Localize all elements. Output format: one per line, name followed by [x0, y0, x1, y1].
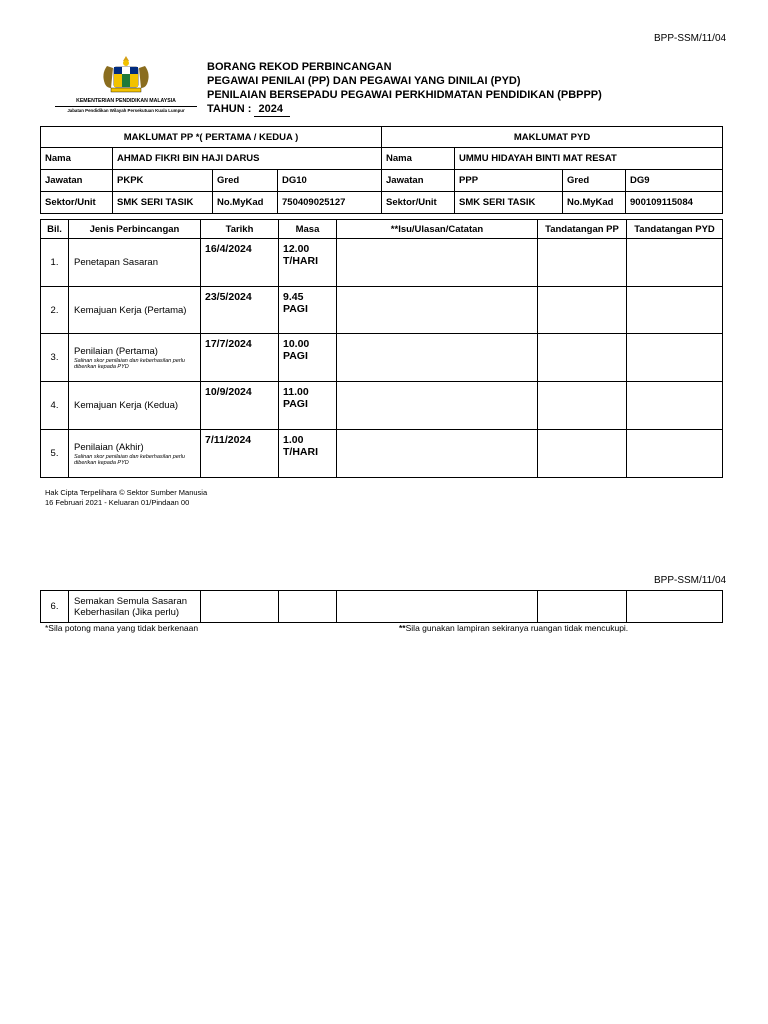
- row-bil: 2.: [41, 287, 69, 334]
- row-bil: 4.: [41, 382, 69, 430]
- row-bil: 5.: [41, 430, 69, 478]
- table-row: [41, 382, 723, 430]
- row-tarikh[interactable]: 10/9/2024: [201, 382, 279, 430]
- table-row: [41, 334, 723, 382]
- row-bil: 1.: [41, 239, 69, 287]
- row-ttd-pp-cell[interactable]: [538, 382, 627, 430]
- log-header-row: [41, 220, 723, 239]
- year-line: [207, 102, 602, 117]
- row-jenis: [69, 334, 201, 382]
- row-ttd-pyd-cell[interactable]: [627, 382, 723, 430]
- row-tarikh[interactable]: 7/11/2024: [201, 430, 279, 478]
- row-jenis-note: Salinan skor penilaian dan keberhasilan perlu diberikan kepada PYD: [74, 453, 185, 466]
- pp-nama-value[interactable]: AHMAD FIKRI BIN HAJI DARUS: [113, 148, 382, 170]
- pp-sektor-label: Sektor/Unit: [41, 192, 113, 214]
- footnote-strike: *Sila potong mana yang tidak berkenaan: [45, 623, 199, 633]
- row-isu-cell[interactable]: [337, 334, 538, 382]
- row-jenis: [69, 430, 201, 478]
- footnote-attachment: [399, 623, 628, 633]
- row-masa-period: T/HARI: [283, 255, 318, 267]
- row-jenis-label: Kemajuan Kerja (Kedua): [74, 400, 179, 411]
- col-ttd-pyd-header: Tandatangan PYD: [627, 220, 723, 239]
- row-isu-cell[interactable]: [337, 430, 538, 478]
- row-tarikh[interactable]: 23/5/2024: [201, 287, 279, 334]
- pyd-mykad-label: No.MyKad: [563, 192, 626, 214]
- row-ttd-pyd-cell[interactable]: [627, 591, 723, 623]
- pp-mykad-label: No.MyKad: [213, 192, 278, 214]
- footnote-attachment-text: Sila gunakan lampiran sekiranya ruangan tidak mencukupi.: [405, 623, 629, 633]
- row-ttd-pp-cell[interactable]: [538, 239, 627, 287]
- col-ttd-pp-header: Tandatangan PP: [538, 220, 627, 239]
- row-ttd-pp-cell[interactable]: [538, 287, 627, 334]
- pyd-sektor-value[interactable]: SMK SERI TASIK: [455, 192, 563, 214]
- row-jenis: [69, 239, 201, 287]
- row-jenis: Semakan Semula Sasaran Keberhasilan (Jika perlu): [69, 591, 201, 623]
- row-jenis: [69, 287, 201, 334]
- row-tarikh[interactable]: 16/4/2024: [201, 239, 279, 287]
- row-masa[interactable]: [279, 430, 337, 478]
- pyd-nama-value[interactable]: UMMU HIDAYAH BINTI MAT RESAT: [455, 148, 723, 170]
- row-masa-time: 1.00: [283, 434, 304, 446]
- pyd-mykad-value[interactable]: 900109115084: [626, 192, 723, 214]
- pp-jawatan-value[interactable]: PKPK: [113, 170, 213, 192]
- copyright-notice: [45, 488, 207, 508]
- title-line-1: BORANG REKOD PERBINCANGAN: [207, 61, 392, 73]
- row-masa-time: 11.00: [283, 386, 309, 398]
- col-isu-header: **Isu/Ulasan/Catatan: [337, 220, 538, 239]
- col-tarikh-header: Tarikh: [201, 220, 279, 239]
- row-bil: 3.: [41, 334, 69, 382]
- row-masa[interactable]: [279, 239, 337, 287]
- row-isu-cell[interactable]: [337, 239, 538, 287]
- page2-document-code: BPP-SSM/11/04: [654, 575, 727, 586]
- pp-mykad-value[interactable]: 750409025127: [278, 192, 382, 214]
- pyd-sektor-label: Sektor/Unit: [382, 192, 455, 214]
- pp-gred-value[interactable]: DG10: [278, 170, 382, 192]
- discussion-log-table-continued: [40, 590, 723, 623]
- pyd-jawatan-label: Jawatan: [382, 170, 455, 192]
- pp-sektor-value[interactable]: SMK SERI TASIK: [113, 192, 213, 214]
- department-name: Jabatan Pendidikan Wilayah Persekutuan Kuala Lumpur: [67, 108, 185, 113]
- row-jenis-label: Penilaian (Akhir): [74, 441, 144, 453]
- row-masa-period: T/HARI: [283, 446, 318, 458]
- document-code: BPP-SSM/11/04: [654, 33, 727, 44]
- row-masa-period: PAGI: [283, 350, 308, 362]
- table-row: [41, 287, 723, 334]
- row-masa-period: PAGI: [283, 398, 308, 410]
- pp-nama-label: Nama: [41, 148, 113, 170]
- row-ttd-pp-cell[interactable]: [538, 591, 627, 623]
- table-row: [41, 239, 723, 287]
- row-isu-cell[interactable]: [337, 591, 538, 623]
- row-bil: 6.: [41, 591, 69, 623]
- row-masa-time: 9.45: [283, 291, 304, 303]
- row-jenis: [69, 382, 201, 430]
- row-tarikh[interactable]: 17/7/2024: [201, 334, 279, 382]
- row-ttd-pyd-cell[interactable]: [627, 430, 723, 478]
- row-ttd-pp-cell[interactable]: [538, 430, 627, 478]
- row-masa-period: PAGI: [283, 303, 308, 315]
- pyd-nama-label: Nama: [382, 148, 455, 170]
- pyd-jawatan-value[interactable]: PPP: [455, 170, 563, 192]
- row-ttd-pyd-cell[interactable]: [627, 239, 723, 287]
- pp-info-heading: MAKLUMAT PP *( PERTAMA / KEDUA ): [41, 127, 382, 148]
- footnote-marker: **: [399, 623, 406, 633]
- form-title: [207, 60, 602, 117]
- row-masa[interactable]: [279, 382, 337, 430]
- row-isu-cell[interactable]: [337, 287, 538, 334]
- pp-gred-label: Gred: [213, 170, 278, 192]
- row-jenis-label: Kemajuan Kerja (Pertama): [74, 304, 187, 316]
- ministry-name: KEMENTERIAN PENDIDIKAN MALAYSIA: [76, 98, 176, 104]
- officer-info-table: [40, 126, 723, 214]
- pp-jawatan-label: Jawatan: [41, 170, 113, 192]
- row-jenis-label: Penetapan Sasaran: [74, 257, 158, 268]
- year-value[interactable]: 2024: [254, 102, 290, 117]
- ministry-logo: [55, 54, 197, 116]
- coat-of-arms-icon: [97, 54, 155, 96]
- row-masa[interactable]: [279, 334, 337, 382]
- pyd-gred-label: Gred: [563, 170, 626, 192]
- row-ttd-pyd-cell[interactable]: [627, 334, 723, 382]
- row-jenis-note: Salinan skor penilaian dan keberhasilan perlu diberikan kepada PYD: [74, 357, 185, 370]
- title-line-2: PEGAWAI PENILAI (PP) DAN PEGAWAI YANG DINILAI (PYD): [207, 75, 521, 87]
- row-masa[interactable]: [279, 591, 337, 623]
- col-jenis-header: Jenis Perbincangan: [69, 220, 201, 239]
- row-ttd-pp-cell[interactable]: [538, 334, 627, 382]
- row-masa-time: 10.00: [283, 338, 310, 350]
- title-line-3: PENILAIAN BERSEPADU PEGAWAI PERKHIDMATAN PENDIDIKAN (PBPPP): [207, 89, 602, 101]
- row-ttd-pyd-cell[interactable]: [627, 287, 723, 334]
- logo-divider: [55, 106, 197, 107]
- table-row: [41, 430, 723, 478]
- row-isu-cell[interactable]: [337, 382, 538, 430]
- row-masa[interactable]: [279, 287, 337, 334]
- copyright-line-2: 16 Februari 2021 - Keluaran 01/Pindaan 00: [45, 498, 190, 507]
- col-masa-header: Masa: [279, 220, 337, 239]
- pyd-info-heading: MAKLUMAT PYD: [382, 127, 723, 148]
- pyd-gred-value[interactable]: DG9: [626, 170, 723, 192]
- copyright-line-1: Hak Cipta Terpelihara © Sektor Sumber Manusia: [45, 488, 208, 497]
- col-bil-header: Bil.: [41, 220, 69, 239]
- row-tarikh[interactable]: [201, 591, 279, 623]
- row-masa-time: 12.00: [283, 243, 310, 255]
- row-jenis-label: Penilaian (Pertama): [74, 345, 158, 357]
- discussion-log-table: [40, 219, 723, 478]
- year-label: TAHUN :: [207, 103, 252, 115]
- table-row: [41, 591, 723, 623]
